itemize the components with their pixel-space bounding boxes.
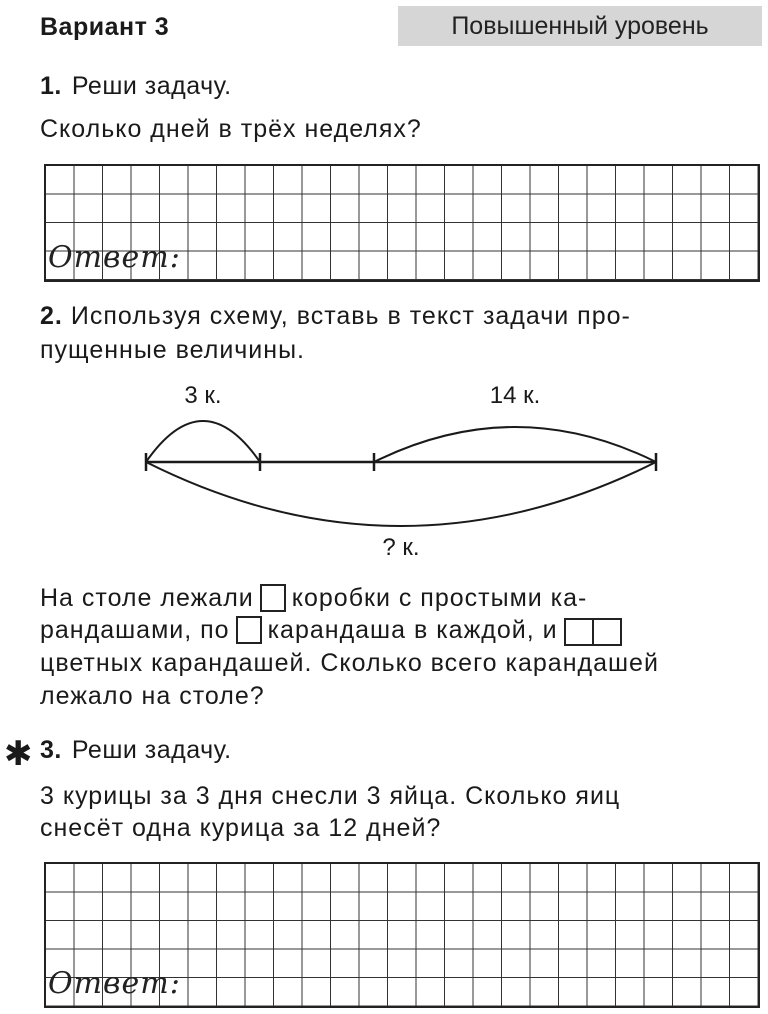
task2-text-part3: рандашами, по	[40, 616, 230, 644]
scheme-label-total: ? к.	[382, 534, 420, 561]
task1-question: Сколько дней в трёх неделях?	[40, 115, 422, 143]
scheme-label-left: 3 к.	[184, 382, 222, 409]
task1-number: 1.	[40, 72, 62, 100]
task2-text-part4: карандаша в каждой, и	[267, 616, 558, 644]
task2-text-line2	[40, 614, 622, 646]
task3-answer-label: Ответ:	[48, 966, 181, 1001]
task3-number: 3.	[40, 736, 62, 764]
level-badge	[398, 6, 762, 46]
task2-instruction-line1	[40, 300, 631, 332]
task2-text-line4: лежало на столе?	[40, 682, 265, 710]
task2-number: 2.	[40, 302, 63, 330]
task2-text-part2: коробки с простыми ка-	[291, 584, 588, 612]
task3-heading	[40, 736, 232, 765]
task2-instruction-text1: Используя схему, вставь в текст задачи про-	[70, 302, 631, 330]
task1-instruction: Реши задачу.	[71, 72, 232, 100]
task1-answer-label: Ответ:	[48, 240, 181, 275]
task2-text-part1: На столе лежали	[40, 584, 254, 612]
level-badge-label: Повышенный уровень	[451, 11, 709, 40]
task2-blank-boxes-count[interactable]	[260, 584, 286, 612]
task1-heading	[40, 72, 232, 101]
scheme-label-right: 14 к.	[489, 382, 541, 409]
blank-cell[interactable]	[566, 620, 592, 644]
scheme-arc-right	[374, 427, 656, 462]
blank-cell[interactable]	[592, 620, 620, 644]
task2-instruction-line2: пущенные величины.	[40, 336, 305, 364]
task2-text-line1	[40, 582, 587, 614]
task2-text-line3: цветных карандашей. Сколько всего карандашей	[40, 649, 659, 677]
task2-blank-color-pencils[interactable]	[564, 618, 622, 646]
task3-text-line1: 3 курицы за 3 дня снесли 3 яйца. Сколько яиц	[40, 782, 621, 810]
task2-blank-pencils-per-box[interactable]	[236, 616, 262, 644]
task3-text-line2: снесёт одна курица за 12 дней?	[40, 814, 442, 842]
variant-title: Вариант 3	[40, 13, 170, 41]
asterisk-icon: ✱	[4, 735, 33, 773]
scheme-arc-total	[146, 462, 656, 526]
segment-scheme	[0, 370, 768, 570]
task3-instruction: Реши задачу.	[71, 736, 232, 764]
scheme-arc-left	[146, 421, 260, 462]
